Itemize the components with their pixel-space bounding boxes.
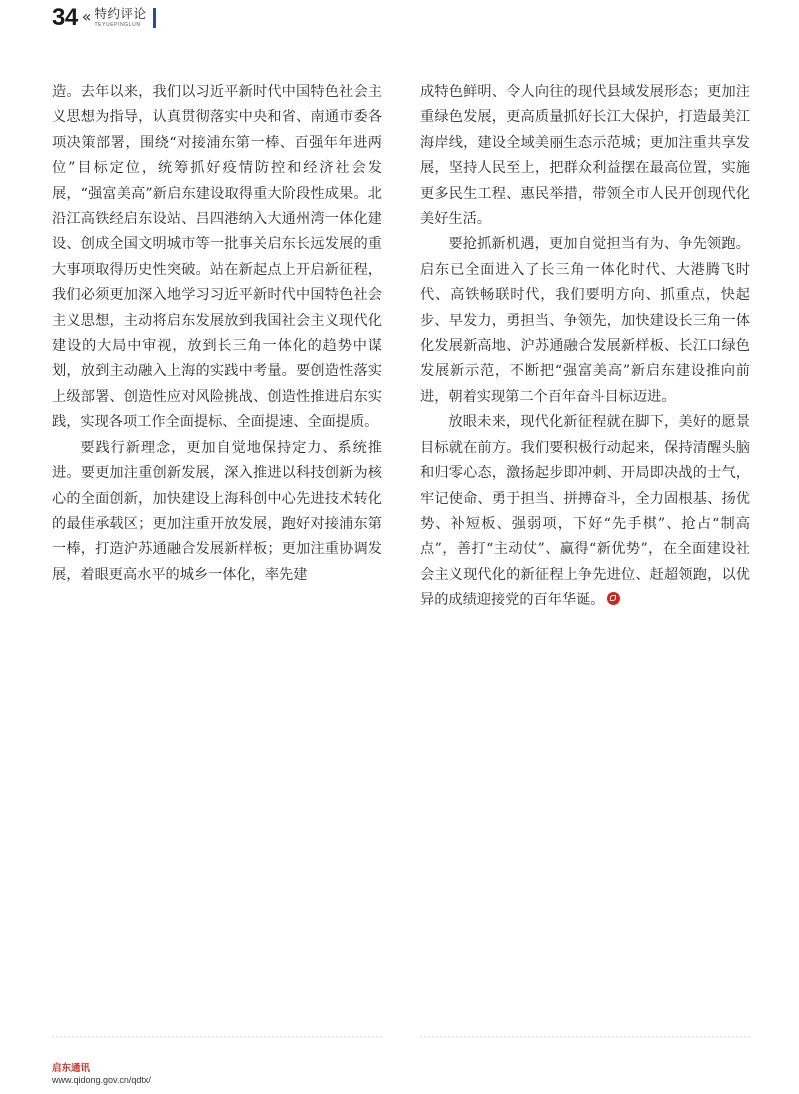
paragraph-text: 放眼未来，现代化新征程就在脚下，美好的愿景目标就在前方。我们要积极行动起来，保持清醒头脑和归零心态，激扬起步即冲刺、开局即决战的士气，牢记使命、勇于担当、拼搏奋斗，全力固根基、扬优势、补短板、强弱项，下好“先手棋”、抢占“制高点”，善打“主动仗”、赢得“新优势”，在全面建设社会主义现代化的新征程上争先进位、赶超领跑，以优异的成绩迎接党的百年华诞。 — [420, 414, 750, 609]
page-number: 34 — [52, 4, 78, 31]
right-column — [420, 80, 750, 614]
section-pinyin: TEYUEPINGLUN — [94, 21, 141, 28]
bleed-through-divider — [420, 1036, 750, 1044]
header-accent-bar — [153, 8, 156, 28]
page-footer — [52, 1064, 151, 1085]
paragraph: 要践行新理念，更加自觉地保持定力、系统推进。要更加注重创新发展，深入推进以科技创新为核心的全面创新，加快建设上海科创中心先进技术转化的最佳承载区；更加注重开放发展，跑好对接浦东第一棒，打造沪苏通融合发展新样板；更加注重协调发展，着眼更高水平的城乡一体化，率先建 — [52, 439, 382, 583]
footer-brand: 启东通讯 — [52, 1063, 91, 1074]
bleed-through-divider — [52, 1036, 382, 1044]
paragraph: 成特色鲜明、令人向往的现代县域发展形态；更加注重绿色发展，更高质量抓好长江大保护，打造最美江海岸线，建设全域美丽生态示范城；更加注重共享发展，坚持人民至上，把群众利益摆在最高位置，实施更多民生工程、惠民举措，带领全市人民开创现代化美好生活。 — [420, 84, 750, 228]
left-column — [52, 80, 382, 588]
paragraph: 造。去年以来，我们以习近平新时代中国特色社会主义思想为指导，认真贯彻落实中央和省、南通市委各项决策部署，围绕“对接浦东第一棒、百强年年进两位”目标定位，统筹抓好疫情防控和经济社会发展，“强富美高”新启东建设取得重大阶段性成果。北沿江高铁经启东设站、吕四港纳入大通州湾一体化建设、创成全国文明城市等一批事关启东长远发展的重大事项取得历史性突破。站在新起点上开启新征程，我们必须更加深入地学习习近平新时代中国特色社会主义思想，主动将启东发展放到我国社会主义现代化建设的大局中审视，放到长三角一体化的趋势中谋划，放到主动融入上海的实践中考量。要创造性落实上级部署、创造性应对风险挑战、创造性推进启东实践，实现各项工作全面提标、全面提速、全面提质。 — [52, 84, 382, 431]
end-mark-icon — [607, 592, 620, 605]
paragraph: 要抢抓新机遇，更加自觉担当有为、争先领跑。启东已全面进入了长三角一体化时代、大港腾飞时代、高铁畅联时代，我们要明方向、抓重点，快起步、早发力，勇担当、争领先，加快建设长三角一体化发展新高地、沪苏通融合发展新样板、长江口绿色发展新示范，不断把“强富美高”新启东建设推向前进，朝着实现第二个百年奋斗目标迈进。 — [420, 236, 750, 405]
page-header — [52, 4, 156, 32]
double-chevron-icon: « — [81, 6, 92, 26]
footer-url-link[interactable]: www.qidong.gov.cn/qdtx/ — [52, 1074, 151, 1085]
final-paragraph — [420, 410, 750, 613]
section-title: 特约评论 — [94, 6, 147, 22]
section-heading — [95, 8, 147, 28]
